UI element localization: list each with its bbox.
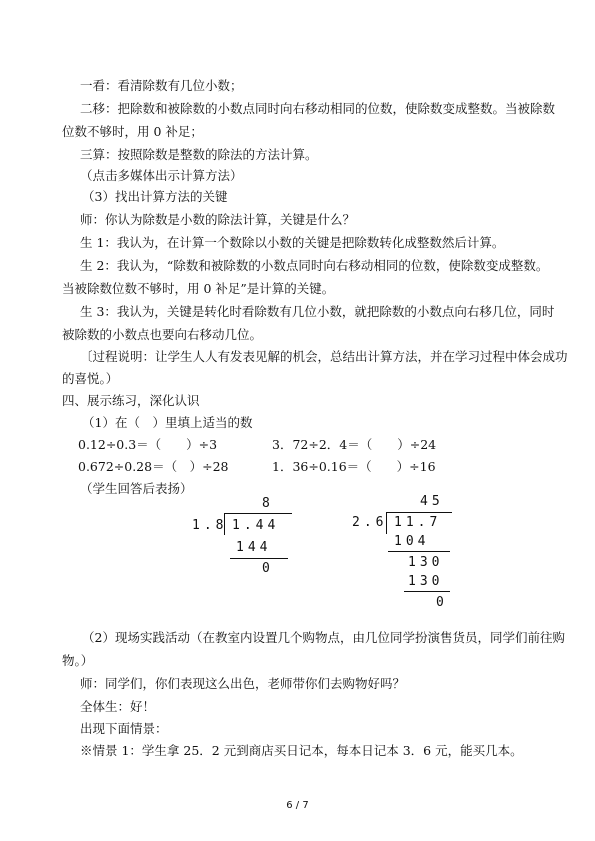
text-line-scenario-intro: 出现下面情景： [80,721,168,736]
division1-divisor: 1.8 [192,518,228,533]
division2-quotient: 45 [420,494,444,509]
division1-subtract-line [230,558,288,559]
division2-bracket-top [386,512,452,513]
division2-subtract-line-1 [388,551,450,552]
division1-product: 144 [236,540,272,555]
division1-quotient: 8 [262,496,274,511]
text-line-student-3: 生 3：我认为，关键是转化时看除数有几位小数，就把除数的小数点向右移几位，同时 [80,304,555,319]
division1-bracket-top [224,513,292,514]
exercise-a: 0.12÷0.3＝（ ）÷3 [78,437,218,452]
text-line-student-1: 生 1：我认为，在计算一个数除以小数的关键是把除数转化成整数然后计算。 [80,235,505,250]
text-line-teacher-invite: 师：同学们，你们表现这么出色，老师带你们去购物好吗？ [80,676,406,691]
text-line-section-3: （3）找出计算方法的关键 [82,189,228,204]
text-line-step-calc: 三算：按照除数是整数的除法的方法计算。 [80,147,318,162]
text-line-process-note: 〔过程说明：让学生人人有发表见解的机会，总结出计算方法，并在学习过程中体会成功 [80,349,568,364]
division2-subtract-line-2 [404,591,450,592]
text-line-exercise-1: （1）在（ ）里填上适当的数 [82,415,253,430]
text-line-step-move: 二移：把除数和被除数的小数点同时向右移动相同的位数，使除数变成整数。当被除数 [80,101,556,116]
text-line-step-move-cont: 位数不够时，用 0 补足； [62,124,203,139]
text-line-praise: （学生回答后表扬） [80,481,193,496]
exercise-b: 3．72÷2．4＝（ ）÷24 [272,437,437,452]
page-number: 6 / 7 [286,800,309,811]
exercise-d: 1．36÷0.16＝（ ）÷16 [272,459,436,474]
text-line-media-note: （点击多媒体出示计算方法） [80,168,243,183]
division2-product-2: 130 [408,574,444,589]
division1-remainder: 0 [262,561,274,576]
section-heading-practice: 四、展示练习，深化认识 [62,393,200,408]
text-line-scenario-1: ※情景 1：学生拿 25．2 元到商店买日记本，每本日记本 3．6 元，能买几本。 [80,743,523,758]
division2-product-1: 104 [394,534,430,549]
division2-bring-down: 130 [408,555,444,570]
text-line-activity: （2）现场实践活动（在教室内设置几个购物点，由几位同学扮演售货员，同学们前往购 [82,630,565,645]
division1-dividend: 1.44 [232,518,280,533]
exercise-c: 0.672÷0.28＝（ ）÷28 [78,459,229,474]
text-line-activity-cont: 物。） [62,653,94,668]
text-line-all-students: 全体生：好！ [80,699,156,714]
text-line-step-look: 一看：看清除数有几位小数； [80,78,243,93]
division2-dividend: 11.7 [394,515,442,530]
text-line-student-2: 生 2：我认为，“除数和被除数的小数点同时向右移动相同的位数，使除数变成整数。 [80,258,549,273]
text-line-teacher-question: 师：你认为除数是小数的除法计算，关键是什么？ [80,212,356,227]
text-line-student-3-cont: 被除数的小数点也要向右移动几位。 [62,327,263,342]
division2-remainder: 0 [436,595,448,610]
text-line-process-note-cont: 的喜悦。） [62,371,119,386]
text-line-student-2-cont: 当被除数位数不够时，用 0 补足”是计算的关键。 [62,281,335,296]
division2-divisor: 2.6 [352,515,388,530]
